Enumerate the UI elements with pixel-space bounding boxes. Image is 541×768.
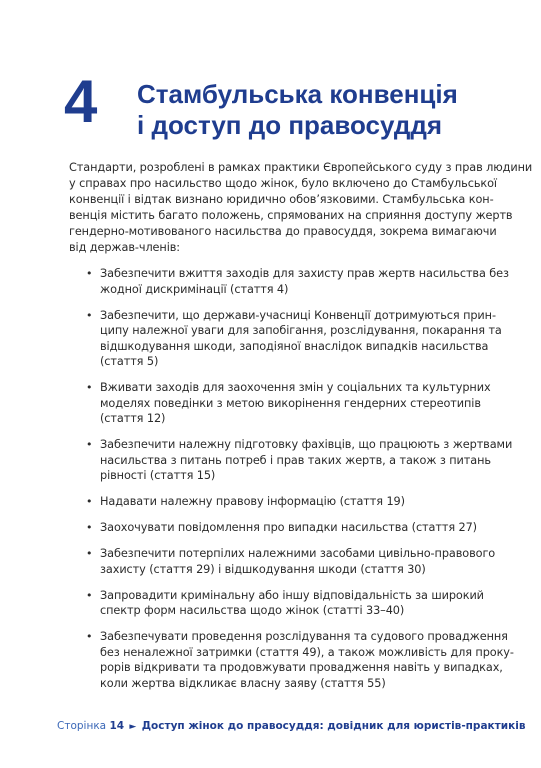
- bullet-dot: •: [86, 381, 93, 394]
- chapter-number: 4: [64, 68, 98, 135]
- list-item-line: без неналежної затримки (стаття 49), а також можливість для проку-: [100, 645, 514, 659]
- list-item: [80, 546, 496, 577]
- bullet-dot: •: [86, 521, 93, 534]
- intro-line: конвенції і відтак визнано юридично обов’язковими. Стамбульська кон-: [69, 193, 494, 206]
- list-item: [80, 308, 502, 370]
- bullet-dot: •: [86, 495, 93, 508]
- arrow-right-icon: ►: [129, 722, 137, 732]
- bullet-dot: •: [86, 308, 93, 322]
- list-item-line: спектр форм насильства щодо жінок (статті 33–40): [100, 604, 405, 617]
- list-item: [80, 380, 491, 427]
- intro-line: від держав-членів:: [69, 241, 180, 254]
- footer-page-label: Сторінка: [57, 720, 107, 732]
- bullet-dot: •: [86, 547, 93, 560]
- list-item-line: (стаття 12): [100, 412, 166, 425]
- list-item-line: Забезпечити потерпілих належними засобами цивільно-правового: [100, 547, 496, 560]
- intro-line: у справах про насильство щодо жінок, було включено до Стамбульської: [69, 177, 497, 190]
- list-item: [80, 266, 509, 297]
- list-item-line: Забезпечити належну підготовку фахівців, що працюють з жертвами: [100, 438, 513, 451]
- bullet-list: [80, 266, 514, 702]
- page-footer: [57, 719, 525, 734]
- list-item: [80, 494, 480, 510]
- list-item-line: моделях поведінки з метою викорінення гендерних стереотипів: [100, 396, 481, 410]
- list-item-line: (стаття 5): [100, 355, 159, 368]
- chapter-title-line: Стамбульська конвенція: [137, 79, 458, 109]
- list-item-line: насильства з питань потреб і прав таких жертв, а також з питань: [100, 453, 491, 467]
- list-item-line: Забезпечити, що держави-учасниці Конвенції дотримуються прин-: [100, 308, 496, 322]
- list-item-line: коли жертва відкликає власну заяву (стаття 55): [100, 676, 386, 690]
- list-item-line: відшкодування шкоди, заподіяної внаслідок випадків насильства: [100, 339, 489, 353]
- bullet-dot: •: [86, 630, 93, 643]
- bullet-dot: •: [86, 267, 93, 280]
- list-item-line: Вживати заходів для заохочення змін у соціальних та культурних: [100, 381, 491, 394]
- list-item-line: Надавати належну правову інформацію (стаття 19): [100, 495, 405, 508]
- intro-line: Стандарти, розроблені в рамках практики Європейського суду з прав людини: [69, 161, 533, 174]
- bullet-dot: •: [86, 588, 93, 602]
- list-item-line: Забезпечувати проведення розслідування та судового провадження: [100, 630, 508, 643]
- list-item-line: захисту (стаття 29) і відшкодування шкоди (стаття 30): [100, 562, 426, 576]
- list-item-line: жодної дискримінації (стаття 4): [100, 282, 289, 296]
- list-item-line: рівності (стаття 15): [100, 469, 216, 482]
- list-item-line: Забезпечити вжиття заходів для захисту прав жертв насильства без: [100, 267, 509, 280]
- intro-line: венція містить багато положень, спрямованих на сприяння доступу жертв: [69, 209, 513, 222]
- list-item-line: рорів відкривати та продовжувати провадження навіть у випадках,: [100, 661, 503, 674]
- footer-page-number: 14: [109, 720, 125, 732]
- bullet-dot: •: [86, 438, 93, 451]
- footer-document-title: Доступ жінок до правосуддя: довідник для юристів-практиків: [141, 720, 526, 732]
- list-item: [80, 520, 480, 536]
- list-item-line: ципу належної уваги для запобігання, розслідування, покарання та: [100, 324, 502, 337]
- intro-line: гендерно-мотивованого насильства до правосуддя, зокрема вимагаючи: [69, 225, 497, 238]
- list-item: [80, 629, 514, 691]
- intro-paragraph: [69, 160, 533, 256]
- list-item: [80, 588, 484, 619]
- list-item: [80, 437, 513, 484]
- list-item-line: Запровадити кримінальну або іншу відповідальність за широкий: [100, 588, 484, 602]
- list-item-line: Заохочувати повідомлення про випадки насильства (стаття 27): [100, 521, 477, 534]
- chapter-title-line: і доступ до правосуддя: [137, 110, 443, 140]
- chapter-title: [137, 79, 497, 141]
